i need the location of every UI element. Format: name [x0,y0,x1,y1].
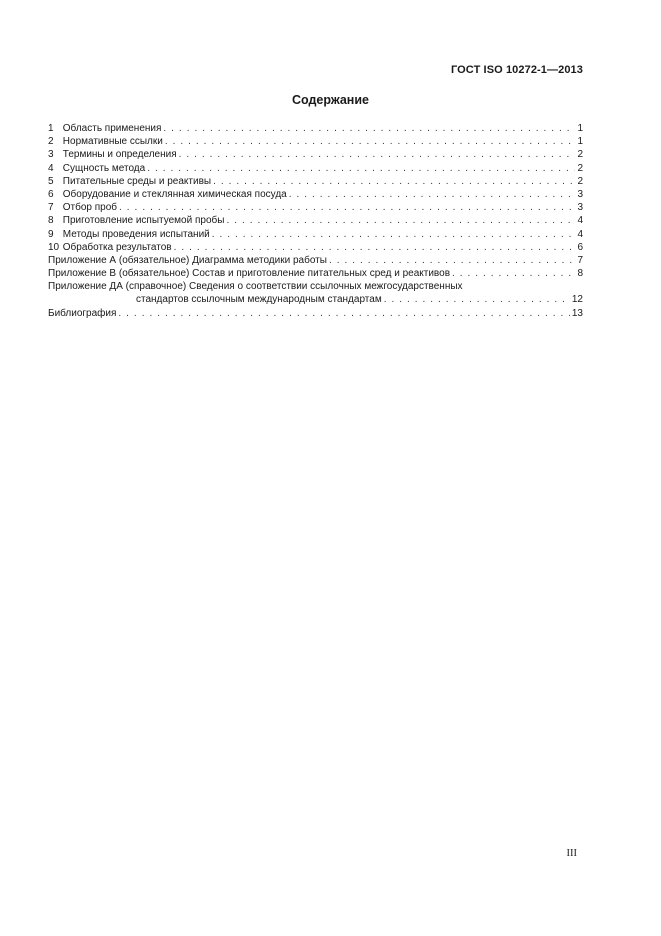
toc-item-label [48,201,117,214]
page-number: III [566,848,577,859]
toc-item-label [48,135,163,148]
toc-item-number: 10 [48,241,60,253]
toc-item-title: Нормативные ссылки [62,136,163,148]
toc-item-page: 3 [577,188,583,200]
toc-item-number: 6 [48,188,54,200]
toc-item[interactable] [48,122,583,135]
toc-item-page: 6 [577,241,583,253]
toc-item-title: Приложение В (обязательное) Состав и приготовление питательных сред и реактивов [48,268,451,280]
toc-item-title: Методы проведения испытаний [62,228,210,240]
toc-item-page: 4 [577,228,583,240]
toc-leader-dots [165,135,576,148]
toc-item-page: 1 [577,136,583,148]
toc-leader-dots [147,162,575,175]
toc-leader-dots [118,307,569,320]
toc-item-annex-da-line1[interactable] [48,280,583,293]
toc-item-number: 7 [48,202,54,214]
toc-item-number: 3 [48,149,54,161]
toc-leader-dots [452,267,575,280]
toc-item[interactable] [48,148,583,161]
toc-item-number: 8 [48,215,54,227]
toc-item[interactable] [48,162,583,175]
toc-item-label [48,162,145,175]
toc-item-page: 8 [577,268,583,280]
toc-item-page: 2 [577,162,583,174]
toc-item-label [48,122,161,135]
toc-item-page: 7 [577,254,583,266]
toc-item-title: Область применения [62,123,162,134]
toc-item[interactable] [48,175,583,188]
toc-item-label [48,228,210,241]
toc-leader-dots [119,201,575,214]
toc-item[interactable] [48,188,583,201]
toc-item-page: 13 [571,307,583,319]
toc-item-page: 3 [577,202,583,214]
toc-item-number: 2 [48,136,54,148]
toc-item-number: 1 [48,123,54,134]
toc-item[interactable] [48,201,583,214]
toc-leader-dots [384,293,570,306]
toc-leader-dots [289,188,576,201]
toc-item-title: Оборудование и стеклянная химическая посуда [62,188,287,200]
document-code: ГОСТ ISO 10272-1—2013 [450,64,583,76]
toc-item[interactable] [48,214,583,227]
table-of-contents [48,122,583,320]
toc-item[interactable] [48,241,583,254]
toc-item-page: 4 [577,215,583,227]
toc-item-title: Сущность метода [62,162,146,174]
toc-item-title: Обработка результатов [62,241,172,253]
toc-item-annex-da-line2[interactable] [48,293,583,306]
toc-item-label [48,148,177,161]
toc-item-number: 9 [48,228,54,240]
toc-item-label [48,214,224,227]
toc-title: Содержание [291,93,369,107]
toc-item-page: 2 [577,175,583,187]
toc-item[interactable] [48,135,583,148]
toc-item-title-continued: стандартов ссылочным международным стандартам [136,294,382,306]
toc-leader-dots [213,175,575,188]
toc-item-title: Библиография [48,307,117,319]
toc-item-page: 1 [577,123,583,134]
toc-item-label [48,175,211,188]
toc-leader-dots [174,241,576,254]
toc-item-label [48,241,172,254]
toc-item[interactable] [48,228,583,241]
toc-leader-dots [179,148,576,161]
toc-item-annex-a[interactable] [48,254,583,267]
toc-item-label [48,188,287,201]
toc-item-page: 2 [577,149,583,161]
toc-item-number: 4 [48,162,54,174]
toc-leader-dots [163,122,575,135]
toc-item-title: Приготовление испытуемой пробы [62,215,225,227]
toc-item-title: Приложение А (обязательное) Диаграмма методики работы [48,254,327,266]
toc-leader-dots [212,228,576,241]
toc-item-page: 12 [571,294,583,306]
toc-item-title: Питательные среды и реактивы [62,175,212,187]
toc-item-title: Приложение ДА (справочное) Сведения о соответствии ссылочных межгосударственных [48,281,463,293]
toc-leader-dots [329,254,576,267]
toc-leader-dots [226,214,575,227]
toc-item-bibliography[interactable] [48,307,583,320]
toc-item-title: Термины и определения [62,149,177,161]
toc-item-title: Отбор проб [62,202,118,214]
toc-item-number: 5 [48,175,54,187]
toc-item-annex-b[interactable] [48,267,583,280]
